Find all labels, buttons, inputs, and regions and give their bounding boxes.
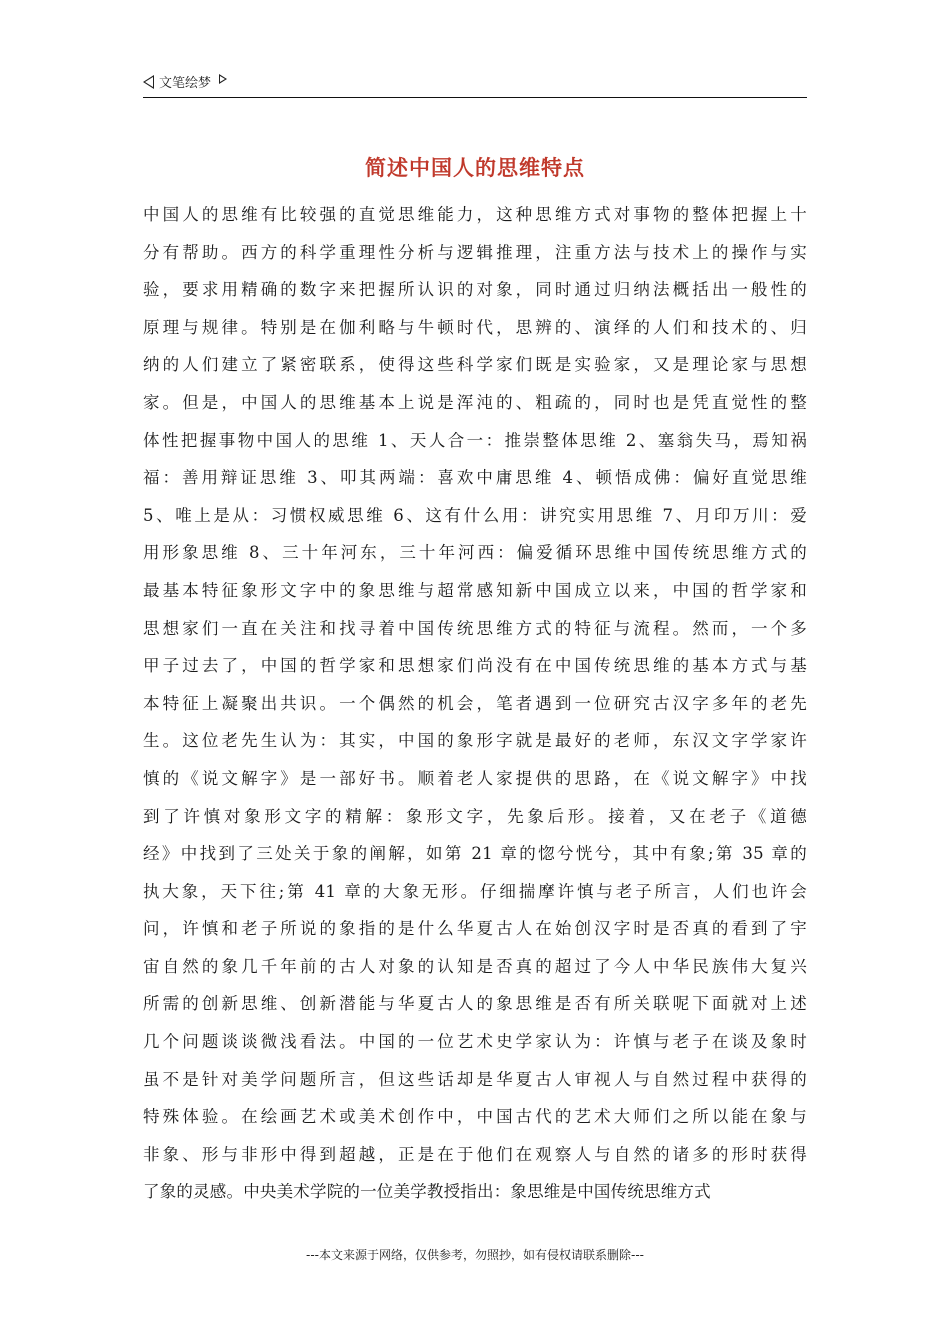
body-line: 验，要求用精确的数字来把握所认识的对象，同时通过归纳法概括出一般性的: [143, 280, 807, 300]
body-line: 非象、形与非形中得到超越，正是在于他们在观察人与自然的诸多的形时获得: [143, 1144, 807, 1164]
body-line: 中国人的思维有比较强的直觉思维能力，这种思维方式对事物的整体把握上十: [143, 205, 807, 224]
body-line: 执大象，天下往;第 41 章的大象无形。仔细揣摩许慎与老子所言，人们也许会: [143, 881, 807, 901]
body-line: 问，许慎和老子所说的象指的是什么华夏古人在始创汉字时是否真的看到了宇: [143, 919, 807, 939]
body-line: 到了许慎对象形文字的精解：象形文字，先象后形。接着，又在老子《道德: [143, 806, 807, 826]
body-line: 纳的人们建立了紧密联系，使得这些科学家们既是实验家，又是理论家与思想: [143, 355, 807, 375]
body-line: 所需的创新思维、创新潜能与华夏古人的象思维是否有所关联呢下面就对上述: [143, 994, 807, 1014]
document-body: [143, 196, 807, 1211]
body-line: 用形象思维 8、三十年河东，三十年河西：偏爱循环思维中国传统思维方式的: [143, 543, 807, 563]
brand-label: 文笔绘梦: [159, 76, 212, 91]
body-line: 体性把握事物中国人的思维 1、天人合一：推崇整体思维 2、塞翁失马，焉知祸: [143, 430, 807, 450]
body-line: 最基本特征象形文字中的象思维与超常感知新中国成立以来，中国的哲学家和: [143, 580, 807, 600]
body-line: 福：善用辩证思维 3、叩其两端：喜欢中庸思维 4、顿悟成佛：偏好直觉思维: [143, 468, 807, 488]
body-line: 思想家们一直在关注和找寻着中国传统思维方式的特征与流程。然而，一个多: [143, 618, 807, 638]
body-line: 虽不是针对美学问题所言，但这些话却是华夏古人审视人与自然过程中获得的: [143, 1069, 807, 1089]
body-line: 分有帮助。西方的科学重理性分析与逻辑推理，注重方法与技术上的操作与实: [143, 242, 807, 262]
brand: [143, 72, 807, 91]
body-line: 本特征上凝聚出共识。一个偶然的机会，笔者遇到一位研究古汉字多年的老先: [143, 693, 807, 713]
body-line: 原理与规律。特别是在伽利略与牛顿时代，思辨的、演绎的人们和技术的、归: [143, 317, 807, 337]
body-line: 几个问题谈谈微浅看法。中国的一位艺术史学家认为：许慎与老子在谈及象时: [143, 1032, 807, 1052]
body-line: 甲子过去了，中国的哲学家和思想家们尚没有在中国传统思维的基本方式与基: [143, 656, 807, 676]
document-title: 简述中国人的思维特点: [365, 156, 585, 180]
body-line: 5、唯上是从：习惯权威思维 6、这有什么用：讲究实用思维 7、月印万川：爱: [143, 505, 807, 525]
body-line: 特殊体验。在绘画艺术或美术创作中，中国古代的艺术大师们之所以能在象与: [143, 1107, 807, 1127]
body-line: 生。这位老先生认为：其实，中国的象形字就是最好的老师，东汉文字学家许: [143, 731, 807, 751]
header-divider: [143, 97, 807, 98]
body-line: 家。但是，中国人的思维基本上说是浑沌的、粗疏的，同时也是凭直觉性的整: [143, 392, 807, 412]
triangle-right-icon: [219, 74, 227, 84]
body-line: 了象的灵感。中央美术学院的一位美学教授指出：象思维是中国传统思维方式: [143, 1182, 711, 1202]
footer-disclaimer: ---本文来源于网络，仅供参考，勿照抄，如有侵权请联系删除---: [306, 1248, 644, 1262]
page-header: [143, 72, 807, 98]
body-line: 宙自然的象几千年前的古人对象的认知是否真的超过了今人中华民族伟大复兴: [143, 956, 807, 976]
body-line: 经》中找到了三处关于象的阐解，如第 21 章的惚兮恍兮，其中有象;第 35 章的: [143, 844, 807, 864]
body-line: 慎的《说文解字》是一部好书。顺着老人家提供的思路，在《说文解字》中找: [143, 768, 807, 788]
triangle-left-icon: [143, 75, 154, 89]
